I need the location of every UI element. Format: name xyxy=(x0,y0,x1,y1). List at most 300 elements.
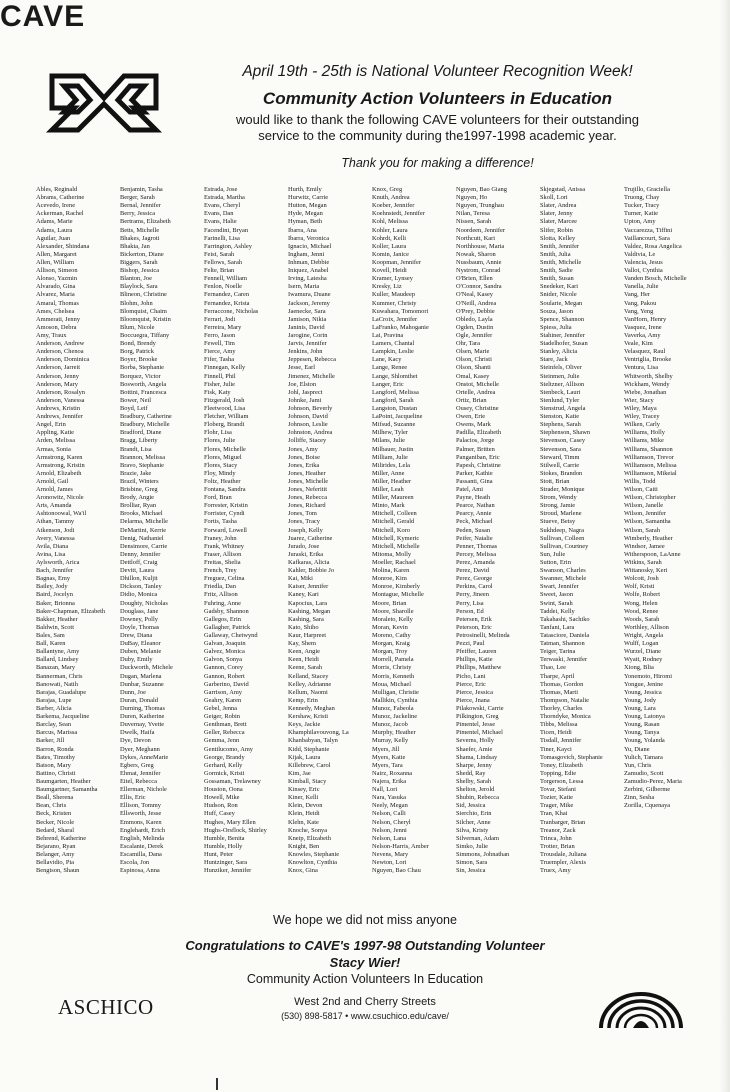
volunteer-name: Percey, Melissa xyxy=(456,550,497,558)
volunteer-name: Young, Lara xyxy=(624,705,656,712)
name-column-7 xyxy=(540,186,622,875)
volunteer-name: Thorley, Charles xyxy=(540,705,583,712)
volunteer-name: Dugan, Marlena xyxy=(120,672,162,680)
volunteer-name: Wolf, Kristi xyxy=(624,583,655,591)
volunteer-name: Thomas, Marti xyxy=(540,688,578,696)
volunteer-name: Peck, Michael xyxy=(456,518,493,526)
volunteer-name: Kai, Miki xyxy=(288,575,313,583)
volunteer-name: Wittanosky, Keri xyxy=(624,567,668,575)
scan-mark xyxy=(216,1078,218,1090)
volunteer-name: Fellows, Sarah xyxy=(204,258,242,266)
volunteer-name: Flores, Julie xyxy=(204,437,236,445)
volunteer-name: Severns, Holly xyxy=(456,737,494,745)
volunteer-name: Yu, Diane xyxy=(624,745,650,753)
volunteer-name: Johnson, Leslie xyxy=(288,421,328,429)
volunteer-name: Young, Latonya xyxy=(624,713,665,721)
thanks-line-1: would like to thank the following CAVE volunteers for their outstanding xyxy=(236,112,639,127)
volunteer-name: Ogle, Jennifer xyxy=(456,331,493,339)
volunteer-name: Stephenson, Shawn xyxy=(540,429,591,437)
volunteer-name: Moore, Sharolle xyxy=(372,607,414,615)
volunteer-name: Nguyen, Bao Giang xyxy=(456,186,507,193)
volunteer-name: Bottini, Francesca xyxy=(120,388,167,396)
volunteer-name: Freguez, Celina xyxy=(204,575,245,583)
volunteer-name: Franey, John xyxy=(204,534,237,542)
volunteer-name: Evans, Cheryl xyxy=(204,202,241,210)
volunteer-name: Bickerton, Diane xyxy=(120,250,164,258)
volunteer-name: Jurado, Jose xyxy=(288,542,320,550)
volunteer-name: Keene, Sarah xyxy=(288,664,323,672)
volunteer-name: Gerhard, Kelly xyxy=(204,761,243,769)
volunteer-name: Steward, Timm xyxy=(540,453,580,461)
volunteer-name: Wilken, Carly xyxy=(624,421,660,429)
volunteer-name: Murray, Kelly xyxy=(372,737,409,745)
volunteer-name: Peterson, Eric xyxy=(456,623,492,631)
volunteer-name: Yongue, Jenine xyxy=(624,680,664,688)
volunteer-name: Janinis, David xyxy=(288,323,325,331)
volunteer-name: Berry, Jessica xyxy=(120,210,156,218)
volunteer-name: O'Brien, Ellen xyxy=(456,275,493,283)
volunteer-name: Vanella, Julie xyxy=(624,283,659,291)
volunteer-name: O'Connor, Sandra xyxy=(456,283,502,291)
volunteer-name: Douglass, Jane xyxy=(120,607,159,615)
volunteer-name: Lampkin, Leslie xyxy=(372,348,414,356)
volunteer-name: Payne, Heath xyxy=(456,494,491,502)
volunteer-name: Myers, Tara xyxy=(372,761,403,769)
volunteer-name: Fraser, Allison xyxy=(204,550,242,558)
volunteer-name: Valdivia, Le xyxy=(624,250,656,258)
footer-contact: (530) 898-5817 • www.csuchico.edu/cave/ xyxy=(281,1011,449,1021)
volunteer-name: Nilan, Teresa xyxy=(456,210,490,218)
volunteer-name: Ames, Chelsea xyxy=(36,307,75,315)
volunteer-name: Kramer, Lynsey xyxy=(372,275,413,283)
volunteer-name: Jones, Neferitit xyxy=(288,486,328,494)
volunteer-name: Stenstrud, Angela xyxy=(540,404,586,412)
volunteer-name: Dwelk, Haifa xyxy=(120,729,155,737)
volunteer-name: Wolfe, Robert xyxy=(624,591,661,599)
volunteer-name: Wilson, Samantha xyxy=(624,518,671,526)
volunteer-name: Johl, Jasprect xyxy=(288,388,323,396)
volunteer-name: Becker, Nicole xyxy=(36,818,75,826)
volunteer-name: Smith, Susan xyxy=(540,275,574,283)
volunteer-name: Jones, Amy xyxy=(288,445,318,453)
volunteer-name: Knowles, Stephanie xyxy=(288,850,340,858)
volunteer-name: Bosworth, Angela xyxy=(120,380,167,388)
volunteer-name: Bishop, Jessica xyxy=(120,267,160,275)
volunteer-name: Bernal, Jennifer xyxy=(120,202,161,210)
volunteer-name: Morrell, Pamela xyxy=(372,656,414,664)
volunteer-name: Owen, Erie xyxy=(456,413,486,421)
volunteer-name: Brannon, Melissa xyxy=(120,453,166,461)
volunteer-name: Ibarra, Ana xyxy=(288,226,317,234)
volunteer-name: Pfeiffer, Lauren xyxy=(456,648,497,656)
volunteer-name: Khanbabyan, Talyn xyxy=(288,737,338,745)
volunteer-name: Kay, Shem xyxy=(288,640,316,648)
volunteer-name: Nelson-Harris, Amber xyxy=(372,842,429,850)
volunteer-name: Valdez, Rosa Angelica xyxy=(624,242,682,250)
volunteer-name: Xiong, Blia xyxy=(624,664,654,672)
volunteer-name: Beall, Sherena xyxy=(36,794,74,802)
volunteer-name: Ellison, Tommy xyxy=(120,802,161,810)
volunteer-name: Bales, Sam xyxy=(36,632,65,640)
volunteer-name: Kim, Jae xyxy=(288,769,311,777)
volunteer-name: Forrester, Kristin xyxy=(204,502,248,510)
volunteer-name: Tharpe, April xyxy=(540,672,575,680)
volunteer-name: Steinmen, Julie xyxy=(540,372,580,380)
volunteer-name: Anderson, Rosalyn xyxy=(36,388,85,396)
volunteer-name: Jamison, Nikia xyxy=(288,315,327,323)
volunteer-name: Ammerati, Jenny xyxy=(36,315,81,323)
volunteer-name: Jimenez, Michelle xyxy=(288,372,335,380)
volunteer-name: Kidd, Stephanie xyxy=(288,745,330,753)
volunteer-name: Tovar, Stefani xyxy=(540,786,576,794)
volunteer-name: Young, Jody xyxy=(624,696,657,704)
volunteer-name: Lane, Kacy xyxy=(372,356,402,364)
volunteer-name: Knox, Greg xyxy=(372,186,403,193)
volunteer-name: O'Prey, Debbie xyxy=(456,307,495,315)
volunteer-name: Koopman, Jennifer xyxy=(372,258,421,266)
volunteer-name: Fleetwood, Lisa xyxy=(204,404,246,412)
volunteer-name: Smith, Julia xyxy=(540,250,571,258)
volunteer-name: Juraski, Erika xyxy=(288,550,324,558)
volunteer-name: Vasquez, Irene xyxy=(624,323,662,331)
volunteer-name: O'Neill, Andrea xyxy=(456,299,497,307)
volunteer-name: Tucker, Tracy xyxy=(624,202,660,210)
congrats-heading: Congratulations to CAVE's 1997-98 Outstanding Volunteer xyxy=(185,938,545,953)
volunteer-name: Jeppesen, Rebecca xyxy=(288,356,336,364)
volunteer-name: Avina, Lisa xyxy=(36,550,66,558)
volunteer-name: Kovell, Heidi xyxy=(372,267,407,275)
volunteer-name: Felte, Brian xyxy=(204,267,235,275)
volunteer-name: Durning, Thomas xyxy=(120,705,165,712)
volunteer-name: Friedla, Dan xyxy=(204,583,236,591)
volunteer-name: Geller, Rebecca xyxy=(204,729,245,737)
volunteer-name: Nowak, Sharon xyxy=(456,250,496,258)
volunteer-name: Johnson, Beverly xyxy=(288,404,333,412)
volunteer-name: Strader, Monique xyxy=(540,486,585,494)
volunteer-name: Knox, Gina xyxy=(288,867,318,875)
name-column-8 xyxy=(624,186,706,810)
volunteer-name: Northhouse, Maria xyxy=(456,242,505,250)
volunteer-name: Vaccarezza, Tiffini xyxy=(624,226,673,234)
volunteer-name: Thomas, Gordon xyxy=(540,680,584,688)
volunteer-name: Takahashi, Sachiko xyxy=(540,615,590,623)
volunteer-name: Wilson, Janelle xyxy=(624,502,664,510)
volunteer-name: Dettloff, Craig xyxy=(120,559,158,567)
volunteer-name: Benjamin, Tasha xyxy=(120,186,163,193)
volunteer-name: Molina, Karen xyxy=(372,567,410,575)
volunteer-name: Nystrom, Conrad xyxy=(456,267,501,275)
volunteer-name: Acevedo, Irene xyxy=(36,202,76,210)
volunteer-name: Ogden, Dustin xyxy=(456,323,494,331)
volunteer-name: Knoche, Sonya xyxy=(288,826,328,834)
volunteer-name: Downey, Polly xyxy=(120,615,158,623)
volunteer-name: Jones, Erika xyxy=(288,461,320,469)
volunteer-name: Bhakes, Jagroti xyxy=(120,234,160,242)
volunteer-name: Fitzgerald, Josh xyxy=(204,396,245,404)
volunteer-name: Moeller, Rachael xyxy=(372,559,416,567)
volunteer-name: Bradbury, Catherine xyxy=(120,413,172,421)
volunteer-name: Mitchell, Kymeric xyxy=(372,534,420,542)
volunteer-name: Joseph, Kelly xyxy=(288,526,323,534)
volunteer-name: Allison, Simeon xyxy=(36,267,78,275)
volunteer-name: Worthley, Allison xyxy=(624,623,669,631)
volunteer-name: Kellum, Naomi xyxy=(288,688,328,696)
volunteer-name: Drew, Diana xyxy=(120,632,153,640)
volunteer-name: Kahler, Bobbie Jo xyxy=(288,567,335,575)
volunteer-name: Tranbarger, Brian xyxy=(540,818,586,826)
volunteer-name: Arnold, Elizabeth xyxy=(36,469,82,477)
volunteer-name: Kapocius, Lara xyxy=(288,599,328,607)
volunteer-name: Zamudio-Perez, Maria xyxy=(624,777,682,785)
volunteer-name: Olsen, Marie xyxy=(456,348,490,356)
volunteer-name: Floy, Mindy xyxy=(204,469,236,477)
volunteer-name: Zamudio, Scott xyxy=(624,769,664,777)
volunteer-name: Feist, Sarah xyxy=(204,250,235,258)
volunteer-name: Amy, Traux xyxy=(36,331,67,339)
volunteer-name: Stare, Jack xyxy=(540,356,568,364)
volunteer-name: Anderson, Jarreit xyxy=(36,364,81,372)
volunteer-name: Koeber, Jennifer xyxy=(372,202,415,210)
volunteer-name: Fernandez, Krista xyxy=(204,299,250,307)
volunteer-name: Ohr, Tara xyxy=(456,340,481,348)
volunteer-name: Espinosa, Anna xyxy=(120,867,160,875)
volunteer-name: Armas, Sonia xyxy=(36,445,71,453)
volunteer-name: Hutton, Megan xyxy=(288,202,327,210)
volunteer-name: Hyman, Beth xyxy=(288,218,323,226)
volunteer-name: Lai, Pravina xyxy=(372,331,404,339)
volunteer-name: Stroud, Marlene xyxy=(540,510,582,518)
volunteer-name: Truempler, Alexis xyxy=(540,859,587,867)
volunteer-name: Evans, Dan xyxy=(204,210,234,218)
name-column-6 xyxy=(456,186,538,875)
volunteer-name: Denig, Nathaniel xyxy=(120,534,164,542)
volunteer-name: Murphy, Heather xyxy=(372,729,416,737)
volunteer-name: Miller, Leah xyxy=(372,486,404,494)
volunteer-name: LaFranko, Mahoganie xyxy=(372,323,429,331)
volunteer-name: Hyde, Megan xyxy=(288,210,323,218)
volunteer-name: Wiebe, Jonathan xyxy=(624,388,667,396)
volunteer-name: Nelson, Calli xyxy=(372,810,406,818)
volunteer-name: Pierce, Eric xyxy=(456,680,486,688)
volunteer-name: Slater, Jenny xyxy=(540,210,573,218)
volunteer-name: Bates, Timothy xyxy=(36,753,76,761)
volunteer-name: Dykes, AnneMarie xyxy=(120,753,169,761)
volunteer-name: Penner, Thomas xyxy=(456,542,498,550)
volunteer-name: Perry, Jineen xyxy=(456,591,489,599)
volunteer-name-columns xyxy=(36,186,710,898)
volunteer-name: Flores, Stacy xyxy=(204,461,238,469)
volunteer-name: DeMartini, Kerrie xyxy=(120,526,167,534)
volunteer-name: Onstot, Michelle xyxy=(456,380,499,388)
volunteer-name: Athan, Tammy xyxy=(36,518,75,526)
volunteer-name: Shedd, Ray xyxy=(456,769,486,777)
volunteer-name: Olson, Shanti xyxy=(456,364,491,372)
volunteer-name: Gallegos, Erin xyxy=(204,615,241,623)
volunteer-name: Newton, Lori xyxy=(372,859,407,867)
volunteer-name: Olson, Christi xyxy=(456,356,492,364)
volunteer-name: Bradbury, Michelle xyxy=(120,421,170,429)
volunteer-name: Padilla, Elizabeth xyxy=(456,429,502,437)
volunteer-name: Nelson, Cheryl xyxy=(372,818,411,826)
volunteer-name: Ferro, Jason xyxy=(204,331,236,339)
volunteer-name: Avila, Diana xyxy=(36,542,69,550)
volunteer-name: Allen, William xyxy=(36,258,74,266)
volunteer-name: Nguyen, Bao Chau xyxy=(372,867,421,875)
volunteer-name: Sullivan, Colleen xyxy=(540,534,585,542)
volunteer-name: Zerbini, Gilberme xyxy=(624,786,671,794)
volunteer-name: Bertrams, Elizabeth xyxy=(120,218,171,226)
volunteer-name: Picho, Lani xyxy=(456,672,486,680)
volunteer-name: Neely, Megan xyxy=(372,802,408,810)
volunteer-name: Thorndyke, Monica xyxy=(540,713,591,721)
volunteer-name: George, Brandy xyxy=(204,753,245,761)
volunteer-name: Miller, Anne xyxy=(372,469,405,477)
volunteer-name: Kaur, Harpreet xyxy=(288,632,327,640)
volunteer-name: Stilwell, Carrie xyxy=(540,461,580,469)
volunteer-name: Williams, Mike xyxy=(624,437,664,445)
volunteer-name: Ables, Reginald xyxy=(36,186,78,193)
volunteer-name: Ehmat, Jennifer xyxy=(120,769,161,777)
volunteer-name: Zorilla, Cquenaya xyxy=(624,802,671,810)
volunteer-name: Nissen, Sarah xyxy=(456,218,492,226)
volunteer-name: Kinsey, Eric xyxy=(288,786,320,794)
volunteer-name: Brandt, Lisa xyxy=(120,445,152,453)
volunteer-name: Bakker, Heather xyxy=(36,615,78,623)
volunteer-name: Mitchell, Colleen xyxy=(372,510,417,518)
volunteer-name: Mitchell, Gerald xyxy=(372,518,415,526)
volunteer-name: Fierce, Amy xyxy=(204,348,236,356)
volunteer-name: Iniquez, Anabel xyxy=(288,267,329,275)
volunteer-name: Lamers, Chantal xyxy=(372,340,415,348)
volunteer-name: Densimore, Carrie xyxy=(120,542,168,550)
volunteer-name: Pierce, Jessica xyxy=(456,688,493,696)
volunteer-name: Koehnstedt, Jennifer xyxy=(372,210,425,218)
organization-heading: Community Action Volunteers in Education xyxy=(262,89,613,108)
volunteer-name: Baker, Brionna xyxy=(36,599,75,607)
volunteer-name: Barajas, Guadalupe xyxy=(36,688,87,696)
volunteer-name: Phillips, Katie xyxy=(456,656,493,664)
thanks-line-2: service to the community during the1997-1998 academic year. xyxy=(258,128,617,143)
volunteer-name: Tibbs, Melissa xyxy=(540,721,578,729)
volunteer-name: VanHorn, Henry xyxy=(624,315,667,323)
volunteer-name: French, Trey xyxy=(204,567,237,575)
volunteer-name: DuBay, Eleanor xyxy=(120,640,161,648)
volunteer-name: Dickson, Tanley xyxy=(120,583,162,591)
volunteer-name: Williamson, Trevor xyxy=(624,453,674,461)
volunteer-name: Souza, Jason xyxy=(540,307,574,315)
volunteer-name: Banowati, Natih xyxy=(36,680,78,688)
volunteer-name: Simko, Julie xyxy=(456,842,488,850)
volunteer-name: Knuth, Andrea xyxy=(372,194,410,202)
name-column-1 xyxy=(36,186,118,875)
volunteer-name: Kemp, Erin xyxy=(288,696,318,704)
volunteer-name: Blum, Nicole xyxy=(120,323,155,331)
volunteer-name: Fritz, Allison xyxy=(204,591,238,599)
volunteer-name: Kijak, Laura xyxy=(288,753,321,761)
volunteer-name: Young, Yolanda xyxy=(624,737,665,745)
volunteer-name: Duran, Donald xyxy=(120,696,158,704)
volunteer-name: Geiger, Robin xyxy=(204,713,240,721)
volunteer-name: Patel, Ami xyxy=(456,486,483,494)
volunteer-name: Forrister, Cyndi xyxy=(204,510,245,518)
volunteer-name: Myers, Jill xyxy=(372,745,400,753)
volunteer-name: Keen, Angie xyxy=(288,648,320,656)
volunteer-name: Hurth, Emily xyxy=(288,186,322,193)
volunteer-name: Jones, Tracy xyxy=(288,518,320,526)
volunteer-name: Alonso, Yazmin xyxy=(36,275,78,283)
volunteer-name: Morgan, Troy xyxy=(372,648,408,656)
cave-logo-text: CAVE xyxy=(0,0,86,33)
volunteer-name: Dyer, Meghann xyxy=(120,745,160,753)
volunteer-name: Barron, Ronda xyxy=(36,745,74,753)
volunteer-name: Avery, Vanessa xyxy=(36,534,75,542)
volunteer-name: Jones, Rebecca xyxy=(288,494,328,502)
volunteer-name: Spiess, Julia xyxy=(540,323,572,331)
volunteer-name: Huntzinger, Sara xyxy=(204,859,248,867)
volunteer-name: Slater, Marcee xyxy=(540,218,578,226)
volunteer-name: Pierce, Jnana xyxy=(456,696,490,704)
volunteer-name: Zinn, Sesha xyxy=(624,794,655,802)
volunteer-name: Gannon, Robert xyxy=(204,672,245,680)
volunteer-name: Komin, Janice xyxy=(372,250,409,258)
volunteer-name: Dye, Devon xyxy=(120,737,151,745)
volunteer-name: Jackson, Jeremy xyxy=(288,299,330,307)
volunteer-name: Finnegan, Kelly xyxy=(204,364,246,372)
volunteer-name: Spence, Shannon xyxy=(540,315,585,323)
volunteer-name: Ousey, Christine xyxy=(456,404,499,412)
volunteer-name: Hunziker, Jennifer xyxy=(204,867,252,875)
volunteer-name: Boccuegra, Tiffany xyxy=(120,331,170,339)
volunteer-name: LaPoint, Jacqueline xyxy=(372,413,423,421)
volunteer-name: Fifer, Tasha xyxy=(204,356,235,364)
volunteer-name: Forward, Lowell xyxy=(204,526,247,534)
volunteer-name: Gormick, Kristi xyxy=(204,769,245,777)
volunteer-name: Snedeker, Kari xyxy=(540,283,579,291)
volunteer-name: Williamson, Mikeial xyxy=(624,469,677,477)
volunteer-name: Humble, Benita xyxy=(204,834,245,842)
volunteer-name: Veale, Kim xyxy=(624,340,653,348)
volunteer-name: Baldwin, Scott xyxy=(36,623,74,631)
volunteer-name: Aylsworth, Arica xyxy=(36,559,80,567)
volunteer-name: Young, Rasan xyxy=(624,721,660,729)
volunteer-name: Abrams, Catherine xyxy=(36,194,85,202)
volunteer-name: Nevens, Mary xyxy=(372,850,409,858)
volunteer-name: Bengtson, Shaun xyxy=(36,867,80,875)
volunteer-name: Vanden Bosch, Michelle xyxy=(624,275,687,283)
page-edge-shadow xyxy=(720,0,730,1092)
volunteer-name: Kohrdt, Kelli xyxy=(372,234,407,242)
volunteer-name: Pearce, Nathan xyxy=(456,502,495,510)
volunteer-name: Valencia, Jesus xyxy=(624,258,663,266)
volunteer-name: Blomquist, Chaim xyxy=(120,307,167,315)
volunteer-name: Bradford, Diane xyxy=(120,429,162,437)
volunteer-name: Joe, Elston xyxy=(288,380,317,388)
volunteer-name: Shaefer, Amie xyxy=(456,745,493,753)
volunteer-name: Milhew, Tyler xyxy=(372,429,408,437)
volunteer-name: Northcutt, Kari xyxy=(456,234,496,242)
volunteer-name: Skoll, Lori xyxy=(540,194,568,202)
volunteer-name: Vaillancourt, Sara xyxy=(624,234,670,242)
volunteer-name: Vang, Pakou xyxy=(624,299,657,307)
volunteer-name: Eitel, Rebecca xyxy=(120,777,157,785)
volunteer-name: Witkins, Sarah xyxy=(624,559,662,567)
volunteer-name: Anderson, Dominica xyxy=(36,356,90,364)
volunteer-name: Atkenson, Jodi xyxy=(36,526,75,534)
outstanding-volunteer-name: Stacy Wier! xyxy=(329,955,401,970)
volunteer-name: Langford, Melissa xyxy=(372,388,419,396)
volunteer-name: Simon, Sara xyxy=(456,859,488,867)
volunteer-name: Williams, Shannon xyxy=(624,445,673,453)
